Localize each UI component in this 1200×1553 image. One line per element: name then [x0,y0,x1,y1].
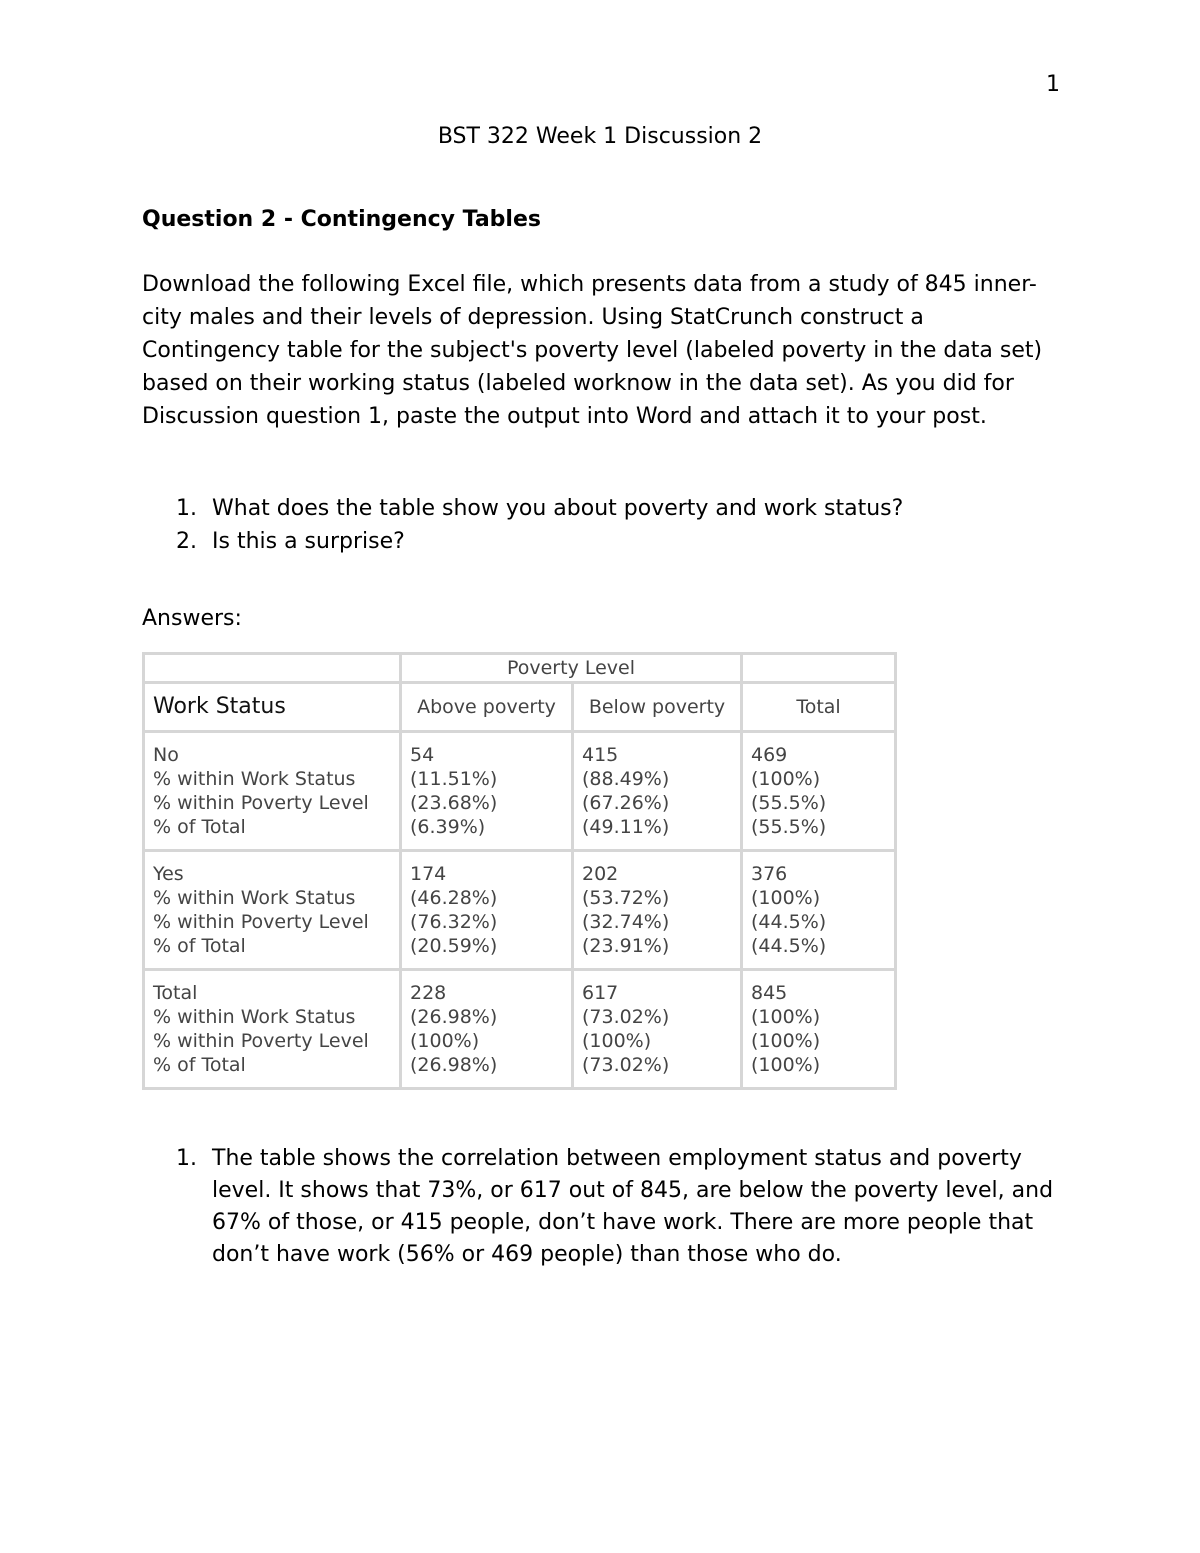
cell-value: 202 [582,863,619,885]
table-row [144,732,896,851]
label-line: % within Poverty Level [153,1030,369,1052]
row-header: Work Status [144,683,401,732]
column-header: Below poverty [573,683,742,732]
column-header: Total [742,683,896,732]
cell-value: (23.68%) [410,792,498,814]
cell-value: 617 [582,982,619,1004]
contingency-table [142,652,897,1090]
label-line: % of Total [153,935,246,957]
table-cell [742,970,896,1089]
prompt-paragraph: Download the following Excel file, which presents data from a study of 845 inner-city males and their levels of depression. Using StatCrunch construct a Contingency table for the subject's poverty level (labeled poverty in the data set) based on their working status (labeled worknow in the data set). As you did for Discussion question 1, paste the output into Word and attach it to your post. [142,272,1043,429]
document-title: BST 322 Week 1 Discussion 2 [437,124,763,149]
question-heading: Question 2 - Contingency Tables [142,207,541,232]
list-text: Is this a surprise? [212,529,405,554]
cell-value: (55.5%) [751,816,827,838]
cell-value: (26.98%) [410,1054,498,1076]
cell-value: 469 [751,744,788,766]
column-header: Above poverty [401,683,573,732]
cell-value: (49.11%) [582,816,670,838]
cell-value: (11.51%) [410,768,498,790]
label-line: No [153,744,179,766]
cell-value: (73.02%) [582,1006,670,1028]
label-line: % within Work Status [153,887,356,909]
list-item [142,525,1062,558]
cell-value: (6.39%) [410,816,486,838]
cell-value: (67.26%) [582,792,670,814]
answer-list [142,1143,1082,1271]
table-cell [742,732,896,851]
label-line: % within Work Status [153,768,356,790]
list-item [142,492,1062,525]
label-line: % of Total [153,1054,246,1076]
label-line: % within Poverty Level [153,792,369,814]
cell-value: (23.91%) [582,935,670,957]
cell-value: (55.5%) [751,792,827,814]
table-row [144,654,896,683]
table-cell [573,732,742,851]
question-list [142,492,1062,558]
table-cell [742,851,896,970]
row-label [144,851,401,970]
answers-label: Answers: [142,606,242,631]
page-number: 1 [1046,72,1060,97]
table-cell [573,970,742,1089]
cell-value: (20.59%) [410,935,498,957]
label-line: Yes [153,863,184,885]
label-line: Total [153,982,198,1004]
table-cell [742,654,896,683]
table-cell [573,851,742,970]
cell-value: (73.02%) [582,1054,670,1076]
cell-value: (32.74%) [582,911,670,933]
list-number: 1. [176,496,197,521]
cell-value: (44.5%) [751,935,827,957]
table-row [144,970,896,1089]
cell-value: (100%) [751,1030,821,1052]
label-line: % within Work Status [153,1006,356,1028]
list-number: 2. [176,529,197,554]
table-cell [401,970,573,1089]
table-row [144,851,896,970]
cell-value: 228 [410,982,447,1004]
cell-value: 845 [751,982,788,1004]
cell-value: 174 [410,863,447,885]
cell-value: (100%) [751,887,821,909]
row-label [144,970,401,1089]
list-number: 1. [176,1146,197,1171]
cell-value: (100%) [751,1006,821,1028]
list-text: What does the table show you about poverty and work status? [212,496,904,521]
cell-value: (53.72%) [582,887,670,909]
cell-value: 376 [751,863,788,885]
cell-value: (100%) [410,1030,480,1052]
cell-value: (88.49%) [582,768,670,790]
table-cell [144,654,401,683]
label-line: % within Poverty Level [153,911,369,933]
table-cell [401,851,573,970]
cell-value: 54 [410,744,435,766]
cell-value: 415 [582,744,619,766]
group-header: Poverty Level [401,654,742,683]
cell-value: (100%) [751,1054,821,1076]
table-row [144,683,896,732]
answer-text: The table shows the correlation between employment status and poverty level. It shows that 73%, or 617 out of 845, are below the poverty level, and 67% of those, or 415 people, don’t have work. There are more people that don’t have work (56% or 469 people) than those who do. [212,1146,1054,1267]
cell-value: (44.5%) [751,911,827,933]
cell-value: (26.98%) [410,1006,498,1028]
cell-value: (100%) [582,1030,652,1052]
table-cell [401,732,573,851]
cell-value: (46.28%) [410,887,498,909]
label-line: % of Total [153,816,246,838]
cell-value: (76.32%) [410,911,498,933]
cell-value: (100%) [751,768,821,790]
list-item [142,1143,1082,1271]
row-label [144,732,401,851]
